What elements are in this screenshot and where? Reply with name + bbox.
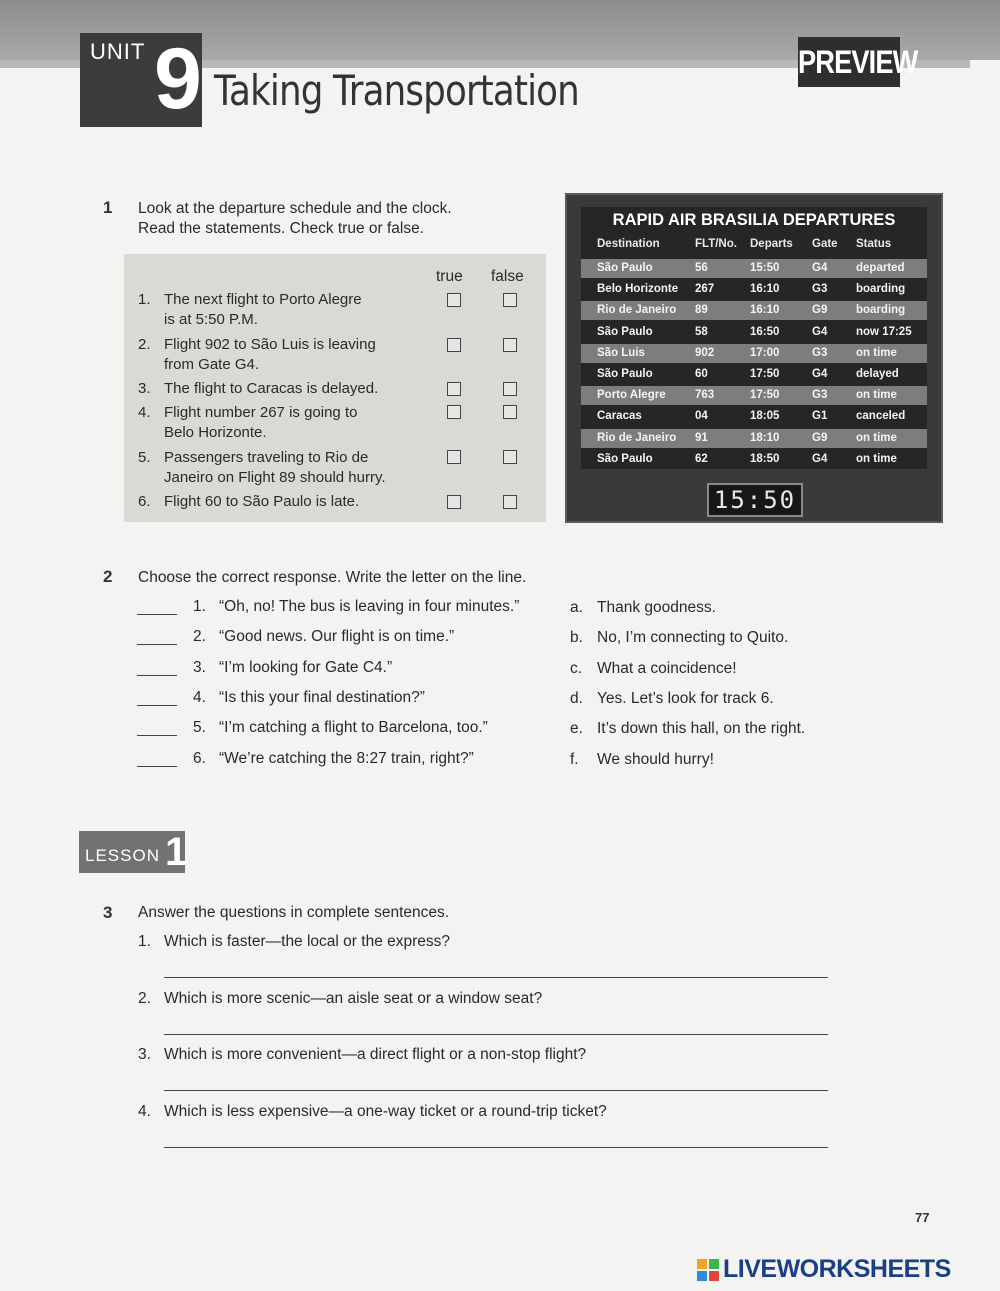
prompt-text: “Good news. Our flight is on time.” <box>219 628 455 646</box>
false-checkbox-6[interactable] <box>503 495 517 509</box>
departure-cell-departs: 17:00 <box>750 346 780 359</box>
departure-cell-gate: G4 <box>812 368 828 380</box>
board-header-departs: Departs <box>750 238 793 250</box>
prompt-number: 1. <box>193 598 206 615</box>
response-text: What a coincidence! <box>597 659 737 677</box>
prompt-number: 3. <box>193 658 206 676</box>
departure-cell-gate: G4 <box>812 325 828 338</box>
true-false-panel <box>124 254 546 522</box>
tf-item-number: 2. <box>138 336 151 353</box>
departure-row <box>581 450 927 469</box>
response-letter: d. <box>570 689 583 707</box>
digital-clock: 15:50 <box>707 483 803 517</box>
departure-cell-departs: 16:10 <box>750 283 780 296</box>
answer-blank-4[interactable] <box>137 705 177 706</box>
tf-item-text <box>164 335 434 375</box>
response-text: It’s down this hall, on the right. <box>597 720 806 738</box>
response-text: No, I’m connecting to Quito. <box>597 629 789 647</box>
departure-cell-destination: São Paulo <box>597 452 653 465</box>
departure-cell-gate: G9 <box>812 431 828 444</box>
lesson-word: LESSON <box>85 846 160 865</box>
tf-item-text: Flight 60 to São Paulo is late. <box>164 493 360 510</box>
answer-blank-5[interactable] <box>137 735 177 736</box>
board-header-destination: Destination <box>597 238 660 250</box>
departure-cell-destination: São Luis <box>597 346 645 359</box>
true-checkbox-6[interactable] <box>447 495 461 509</box>
response-letter: b. <box>570 629 583 647</box>
tf-item-line1: Flight 902 to São Luis is leaving <box>164 336 376 353</box>
departure-cell-status: delayed <box>856 368 899 380</box>
departure-cell-status: departed <box>856 262 905 274</box>
exercise-1-instruction-line1: Look at the departure schedule and the clock. <box>138 200 452 217</box>
false-column-header: false <box>491 268 524 285</box>
tf-item-line1: The next flight to Porto Alegre <box>164 291 362 308</box>
departure-cell-gate: G4 <box>812 452 828 465</box>
prompt-number: 5. <box>193 719 206 737</box>
tf-item-text <box>164 290 434 330</box>
departure-row <box>581 344 927 363</box>
tf-item-number: 6. <box>138 493 151 510</box>
departure-row <box>581 407 927 426</box>
true-checkbox-2[interactable] <box>447 338 461 352</box>
prompt-text: “I’m looking for Gate C4.” <box>219 658 393 676</box>
tf-item-text <box>164 403 434 443</box>
departure-cell-destination: Porto Alegre <box>597 389 666 402</box>
departure-board <box>565 193 943 523</box>
answer-blank-1[interactable] <box>137 614 177 615</box>
tf-item-line2: is at 5:50 P.M. <box>164 311 258 328</box>
liveworksheets-wordmark: LIVEWORKSHEETS <box>723 1255 951 1283</box>
question-text: Which is less expensive—a one-way ticket or a round-trip ticket? <box>164 1102 607 1120</box>
tf-item-text: The flight to Caracas is delayed. <box>164 380 379 397</box>
departure-row <box>581 365 927 384</box>
departure-cell-gate: G3 <box>812 283 828 296</box>
true-checkbox-3[interactable] <box>447 382 461 396</box>
departure-cell-destination: Belo Horizonte <box>597 283 679 296</box>
page-title: Taking Transportation <box>214 66 579 115</box>
false-checkbox-1[interactable] <box>503 293 517 307</box>
departure-cell-destination: Rio de Janeiro <box>597 431 677 444</box>
answer-blank-3[interactable] <box>137 675 177 676</box>
departure-row <box>581 386 927 405</box>
tf-item-line2: from Gate G4. <box>164 356 260 373</box>
unit-number: 9 <box>154 31 202 127</box>
tf-item-number: 5. <box>138 449 151 466</box>
departure-cell-departs: 18:50 <box>750 452 780 465</box>
departure-row <box>581 301 927 320</box>
true-column-header: true <box>436 268 463 285</box>
tf-item-line2: Belo Horizonte. <box>164 424 267 441</box>
exercise-3-instruction: Answer the questions in complete sentences. <box>138 904 450 921</box>
departure-cell-departs: 18:10 <box>750 431 780 444</box>
departure-cell-destination: Rio de Janeiro <box>597 304 677 317</box>
departure-cell-flight: 58 <box>695 325 708 338</box>
departure-cell-flight: 763 <box>695 389 715 402</box>
departure-cell-departs: 17:50 <box>750 389 780 402</box>
exercise-2-instruction: Choose the correct response. Write the letter on the line. <box>138 569 527 586</box>
departure-cell-flight: 04 <box>695 410 708 423</box>
departure-cell-flight: 267 <box>695 283 715 296</box>
departure-cell-flight: 91 <box>695 431 708 444</box>
response-letter: c. <box>570 659 583 677</box>
prompt-text: “Oh, no! The bus is leaving in four minutes.” <box>219 598 520 615</box>
departure-cell-destination: São Paulo <box>597 325 653 338</box>
departure-cell-departs: 16:10 <box>750 304 780 317</box>
departure-cell-status: boarding <box>856 304 906 317</box>
board-header-gate: Gate <box>812 238 838 250</box>
exercise-3-number: 3 <box>103 903 113 922</box>
board-header-status: Status <box>856 238 892 250</box>
false-checkbox-3[interactable] <box>503 382 517 396</box>
tf-item-line2: Janeiro on Flight 89 should hurry. <box>164 469 386 486</box>
departure-cell-gate: G1 <box>812 410 828 423</box>
departure-cell-flight: 62 <box>695 452 708 465</box>
departure-cell-destination: São Paulo <box>597 368 653 380</box>
lesson-number: 1 <box>165 830 188 874</box>
answer-line-1[interactable] <box>164 977 828 978</box>
prompt-text: “I’m catching a flight to Barcelona, too.” <box>219 719 488 737</box>
departure-cell-status: boarding <box>856 283 906 296</box>
tf-item-line1: Flight number 267 is going to <box>164 404 358 421</box>
departure-row <box>581 429 927 448</box>
question-text: Which is more convenient—a direct flight or a non-stop flight? <box>164 1046 587 1063</box>
response-text: We should hurry! <box>597 750 714 768</box>
departure-cell-flight: 56 <box>695 262 708 274</box>
response-letter: e. <box>570 720 583 738</box>
answer-line-3[interactable] <box>164 1090 828 1091</box>
departure-cell-departs: 15:50 <box>750 262 780 274</box>
tf-item-line1: Passengers traveling to Rio de <box>164 449 369 466</box>
departure-cell-destination: São Paulo <box>597 262 653 274</box>
departure-cell-gate: G3 <box>812 389 828 402</box>
departure-cell-flight: 60 <box>695 368 708 380</box>
exercise-1-instruction-line2: Read the statements. Check true or false. <box>138 220 425 237</box>
exercise-2-number: 2 <box>103 567 113 586</box>
departure-cell-flight: 902 <box>695 346 715 359</box>
question-number: 2. <box>138 989 151 1007</box>
false-checkbox-2[interactable] <box>503 338 517 352</box>
page-number: 77 <box>915 1210 930 1225</box>
prompt-text: “We’re catching the 8:27 train, right?” <box>219 749 474 767</box>
response-letter: f. <box>570 750 579 768</box>
question-text: Which is more scenic—an aisle seat or a window seat? <box>164 989 543 1007</box>
departure-cell-status: on time <box>856 389 897 402</box>
lesson-badge <box>79 830 188 874</box>
true-checkbox-1[interactable] <box>447 293 461 307</box>
departure-cell-status: on time <box>856 346 897 359</box>
departure-cell-destination: Caracas <box>597 410 642 423</box>
prompt-number: 2. <box>193 628 206 646</box>
exercise-1-number: 1 <box>103 198 113 217</box>
departure-cell-status: on time <box>856 452 897 465</box>
response-letter: a. <box>570 599 583 616</box>
tf-item-number: 1. <box>138 291 151 308</box>
departure-cell-status: now 17:25 <box>856 325 912 338</box>
departure-cell-flight: 89 <box>695 304 708 317</box>
question-number: 1. <box>138 933 151 950</box>
departure-cell-status: on time <box>856 431 897 444</box>
response-text: Thank goodness. <box>597 599 716 616</box>
departure-row <box>581 280 927 299</box>
departure-row <box>581 259 927 278</box>
departure-row <box>581 323 927 342</box>
question-text: Which is faster—the local or the express? <box>164 933 451 950</box>
prompt-number: 6. <box>193 749 206 767</box>
departure-cell-departs: 17:50 <box>750 368 780 380</box>
response-text: Yes. Let’s look for track 6. <box>597 689 774 707</box>
preview-badge: PREVIEW <box>798 37 900 87</box>
false-checkbox-4[interactable] <box>503 405 517 419</box>
false-checkbox-5[interactable] <box>503 450 517 464</box>
departure-cell-gate: G4 <box>812 262 828 274</box>
true-checkbox-4[interactable] <box>447 405 461 419</box>
liveworksheets-logo-icon <box>697 1259 719 1281</box>
true-checkbox-5[interactable] <box>447 450 461 464</box>
departure-cell-departs: 18:05 <box>750 410 780 423</box>
answer-line-2[interactable] <box>164 1034 828 1035</box>
tf-item-number: 3. <box>138 380 151 397</box>
unit-badge <box>80 33 202 127</box>
answer-line-4[interactable] <box>164 1147 828 1148</box>
question-number: 4. <box>138 1102 151 1120</box>
board-header-flight: FLT/No. <box>695 238 737 250</box>
unit-word: UNIT <box>90 39 146 64</box>
tf-item-text <box>164 448 434 488</box>
departure-cell-status: canceled <box>856 410 906 423</box>
prompt-number: 4. <box>193 688 206 706</box>
question-number: 3. <box>138 1046 151 1063</box>
answer-blank-2[interactable] <box>137 644 177 645</box>
departure-cell-gate: G3 <box>812 346 828 359</box>
departure-board-title: RAPID AIR BRASILIA DEPARTURES <box>612 211 896 229</box>
answer-blank-6[interactable] <box>137 766 177 767</box>
departure-cell-departs: 16:50 <box>750 325 780 338</box>
prompt-text: “Is this your final destination?” <box>219 688 425 706</box>
tf-item-number: 4. <box>138 404 151 421</box>
departure-cell-gate: G9 <box>812 304 828 317</box>
